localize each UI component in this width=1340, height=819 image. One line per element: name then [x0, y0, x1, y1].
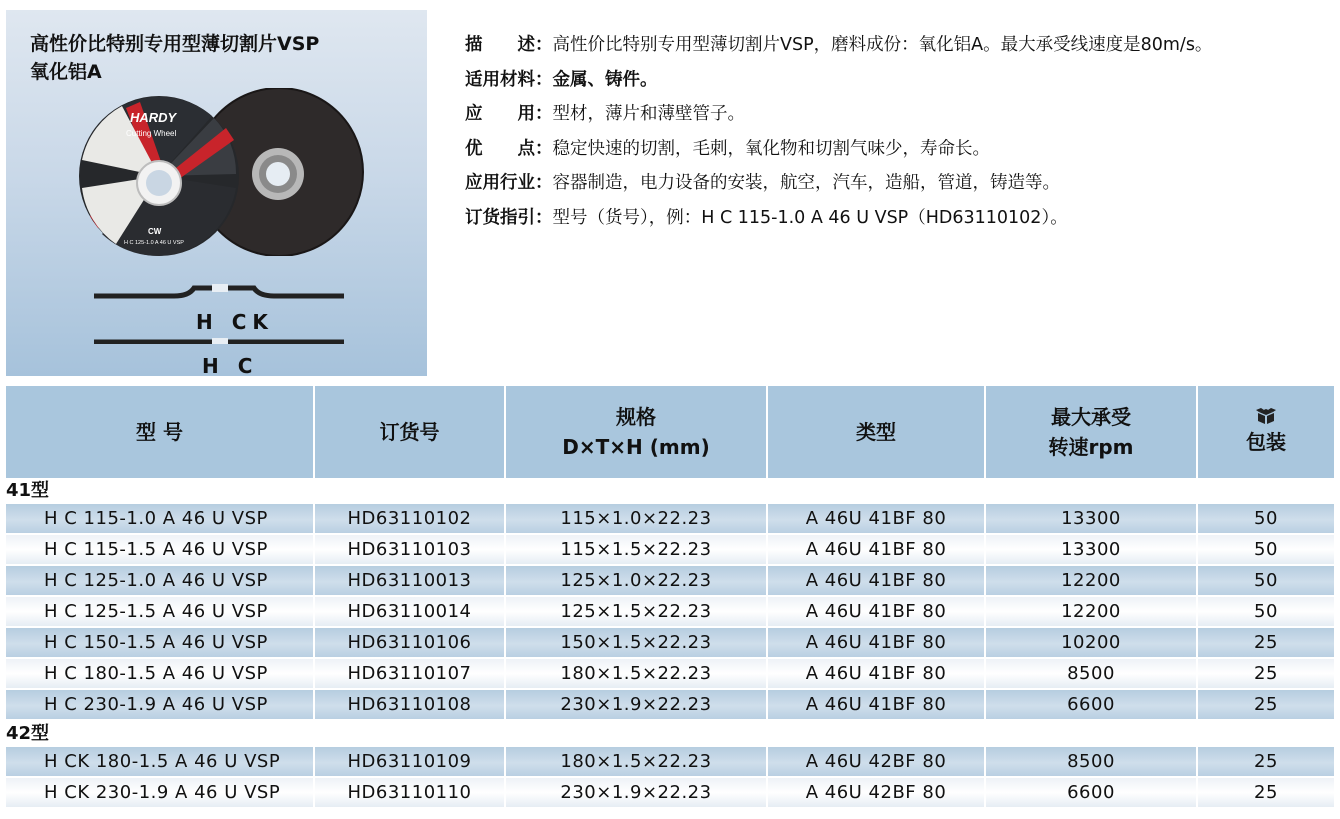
table-row [6, 535, 1334, 566]
cell-order-no: HD63110102 [315, 504, 506, 535]
description-row [465, 28, 1335, 63]
disc-brand: HARDY [130, 110, 177, 125]
cell-pack: 25 [1198, 628, 1334, 659]
description-value: 容器制造，电力设备的安装，航空，汽车，造船，管道，铸造等。 [552, 173, 1060, 194]
cell-order-no: HD63110106 [315, 628, 506, 659]
cell-order-no: HD63110109 [315, 747, 506, 778]
description-value: 稳定快速的切割，毛刺，氧化物和切割气味少，寿命长。 [552, 138, 990, 159]
cell-type: A 46U 41BF 80 [768, 628, 986, 659]
description-label: 应 用： [465, 104, 553, 125]
description-value: 型号（货号），例：H C 115-1.0 A 46 U VSP（HD63110102）。 [552, 207, 1068, 228]
cell-rpm: 13300 [986, 504, 1198, 535]
cell-type: A 46U 41BF 80 [768, 659, 986, 690]
table-row [6, 504, 1334, 535]
cell-rpm: 12200 [986, 566, 1198, 597]
cell-rpm: 12200 [986, 597, 1198, 628]
disc-subtitle: Cutting Wheel [126, 129, 177, 138]
description-label: 应用行业： [465, 173, 553, 194]
cell-spec: 150×1.5×22.23 [506, 628, 768, 659]
cell-order-no: HD63110107 [315, 659, 506, 690]
description-row [465, 132, 1335, 167]
group-label: 42型 [6, 721, 1334, 747]
cell-spec: 180×1.5×22.23 [506, 659, 768, 690]
header-rpm-line2: 转速rpm [1048, 435, 1134, 459]
cell-model: H C 150-1.5 A 46 U VSP [6, 628, 315, 659]
cell-spec: 125×1.5×22.23 [506, 597, 768, 628]
product-description [465, 28, 1335, 236]
table-row [6, 628, 1334, 659]
group-row [6, 478, 1334, 504]
description-row [465, 166, 1335, 201]
cell-pack: 25 [1198, 747, 1334, 778]
product-title [30, 30, 410, 86]
description-value: 高性价比特别专用型薄切割片VSP，磨料成份：氧化铝A。最大承受线速度是80m/s。 [552, 35, 1213, 55]
description-label: 描 述： [465, 35, 553, 55]
group-label: 41型 [6, 478, 1334, 504]
cell-model: H C 230-1.9 A 46 U VSP [6, 690, 315, 721]
cell-model: H C 180-1.5 A 46 U VSP [6, 659, 315, 690]
header-pack [1198, 386, 1334, 478]
cell-type: A 46U 41BF 80 [768, 504, 986, 535]
cell-pack: 50 [1198, 504, 1334, 535]
cell-model: H C 115-1.5 A 46 U VSP [6, 535, 315, 566]
header-type: 类型 [768, 386, 986, 478]
cell-order-no: HD63110014 [315, 597, 506, 628]
cell-spec: 125×1.0×22.23 [506, 566, 768, 597]
disc-model: CW [148, 227, 162, 236]
cell-order-no: HD63110110 [315, 778, 506, 809]
cell-type: A 46U 41BF 80 [768, 690, 986, 721]
cell-pack: 50 [1198, 597, 1334, 628]
cell-pack: 50 [1198, 535, 1334, 566]
header-spec-line2: D×T×H (mm) [562, 435, 710, 459]
cell-type: A 46U 41BF 80 [768, 566, 986, 597]
description-label: 适用材料： [465, 69, 553, 90]
cell-pack: 25 [1198, 778, 1334, 809]
header-pack-label: 包装 [1246, 430, 1286, 454]
table-row [6, 690, 1334, 721]
table-body [6, 478, 1334, 809]
cell-rpm: 10200 [986, 628, 1198, 659]
header-rpm-line1: 最大承受 [1051, 405, 1131, 429]
hc-label: H C [202, 354, 259, 378]
cutting-wheel-image [64, 88, 384, 256]
cell-rpm: 8500 [986, 659, 1198, 690]
cell-spec: 180×1.5×22.23 [506, 747, 768, 778]
cell-model: H CK 230-1.9 A 46 U VSP [6, 778, 315, 809]
cell-rpm: 6600 [986, 778, 1198, 809]
cell-model: H C 115-1.0 A 46 U VSP [6, 504, 315, 535]
cell-pack: 25 [1198, 659, 1334, 690]
cell-pack: 50 [1198, 566, 1334, 597]
cell-model: H CK 180-1.5 A 46 U VSP [6, 747, 315, 778]
cell-spec: 115×1.0×22.23 [506, 504, 768, 535]
table-row [6, 659, 1334, 690]
header-spec [506, 386, 768, 478]
spec-table [6, 386, 1334, 809]
cell-rpm: 8500 [986, 747, 1198, 778]
cell-rpm: 6600 [986, 690, 1198, 721]
cell-spec: 230×1.9×22.23 [506, 690, 768, 721]
hck-label: H CK [196, 310, 274, 334]
header-rpm [986, 386, 1198, 478]
description-value: 型材，薄片和薄壁管子。 [552, 104, 745, 125]
cell-order-no: HD63110013 [315, 566, 506, 597]
product-title-line2: 氧化铝A [30, 61, 102, 83]
description-label: 优 点： [465, 138, 553, 159]
cell-spec: 230×1.9×22.23 [506, 778, 768, 809]
box-icon [1255, 407, 1277, 425]
product-image-panel [6, 10, 427, 376]
cell-model: H C 125-1.5 A 46 U VSP [6, 597, 315, 628]
description-label: 订货指引： [465, 207, 553, 228]
cutting-wheel-illustration [64, 88, 384, 256]
cell-order-no: HD63110103 [315, 535, 506, 566]
table-header-row [6, 386, 1334, 478]
disc-spec: H C 125-1.0 A 46 U VSP [124, 240, 184, 246]
header-spec-line1: 规格 [616, 405, 656, 429]
cell-spec: 115×1.5×22.23 [506, 535, 768, 566]
description-row [465, 97, 1335, 132]
table-row [6, 778, 1334, 809]
description-value: 金属、铸件。 [552, 69, 658, 90]
cell-type: A 46U 41BF 80 [768, 535, 986, 566]
table-row [6, 566, 1334, 597]
cell-type: A 46U 42BF 80 [768, 778, 986, 809]
cell-order-no: HD63110108 [315, 690, 506, 721]
header-order-no: 订货号 [315, 386, 506, 478]
description-row [465, 63, 1335, 98]
table-row [6, 597, 1334, 628]
table-row [6, 747, 1334, 778]
header-model: 型 号 [6, 386, 315, 478]
group-row [6, 721, 1334, 747]
product-title-line1: 高性价比特别专用型薄切割片VSP [30, 33, 320, 55]
cell-type: A 46U 42BF 80 [768, 747, 986, 778]
disc-profile-diagram [94, 284, 344, 384]
cell-model: H C 125-1.0 A 46 U VSP [6, 566, 315, 597]
cell-rpm: 13300 [986, 535, 1198, 566]
description-row [465, 201, 1335, 236]
cell-type: A 46U 41BF 80 [768, 597, 986, 628]
cell-pack: 25 [1198, 690, 1334, 721]
